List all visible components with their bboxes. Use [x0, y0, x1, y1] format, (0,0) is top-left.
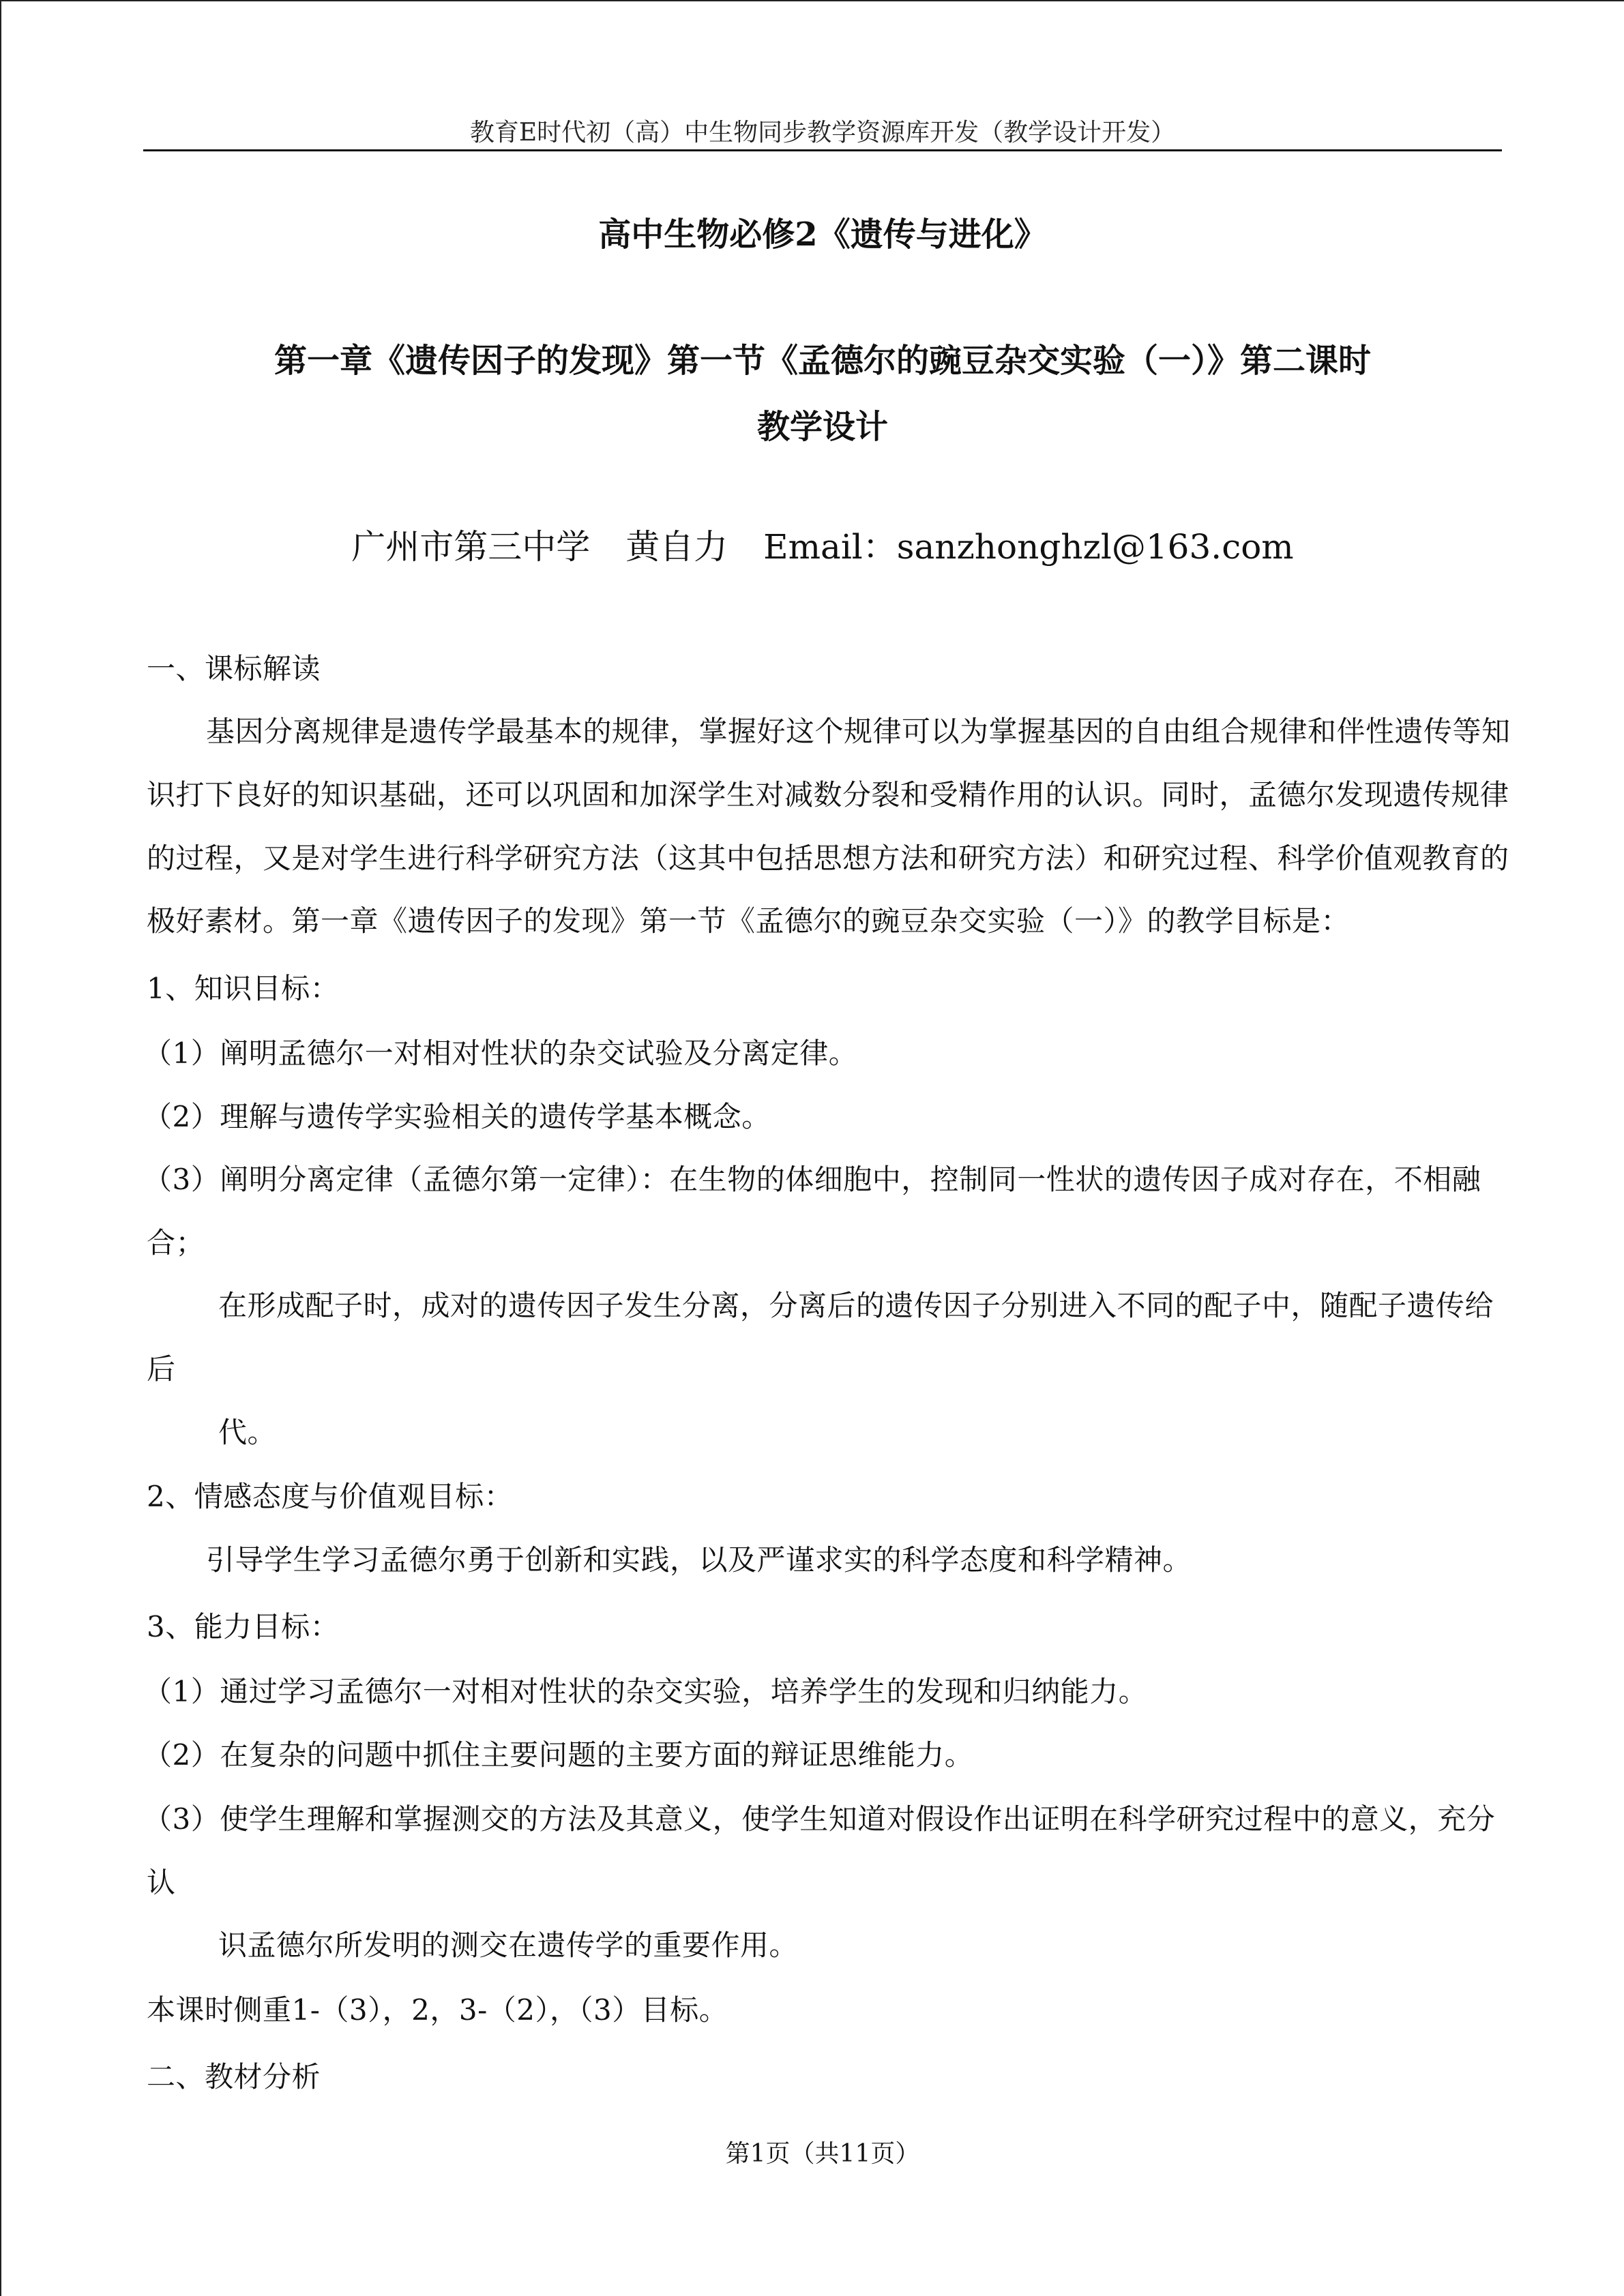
list-item-continuation: 代。 [218, 1416, 277, 1449]
list-item-continuation: 在形成配子时，成对的遗传因子发生分离，分离后的遗传因子分别进入不同的配子中，随配子遗传给 [218, 1289, 1494, 1322]
author-line [143, 520, 1502, 569]
list-item: （2）理解与遗传学实验相关的遗传学基本概念。 [143, 1100, 771, 1133]
document-title: 高中生物必修2《遗传与进化》 [598, 215, 1047, 254]
list-item-continuation: 后 [147, 1352, 176, 1386]
running-header: 教育E时代初（高）中生物同步教学资源库开发（教学设计开发） [469, 119, 1176, 147]
list-item: （2）在复杂的问题中抓住主要问题的主要方面的辩证思维能力。 [143, 1738, 974, 1772]
paragraph-line: 识打下良好的知识基础，还可以巩固和加深学生对减数分裂和受精作用的认识。同时，孟德尔发现遗传规律 [147, 778, 1509, 811]
paragraph-line: 本课时侧重1-（3），2，3-（2），（3）目标。 [147, 1993, 728, 2027]
paragraph-line: 极好素材。第一章《遗传因子的发现》第一节《孟德尔的豌豆杂交实验（一）》的教学目标是： [147, 904, 1350, 938]
subsection-heading: 2、情感态度与价值观目标： [147, 1480, 514, 1513]
list-item-continuation: 认 [147, 1866, 176, 1899]
paragraph-line: 的过程，又是对学生进行科学研究方法（这其中包括思想方法和研究方法）和研究过程、科学价值观教育的 [147, 841, 1509, 875]
list-item-continuation: 合； [147, 1226, 205, 1259]
list-item: （1）阐明孟德尔一对相对性状的杂交试验及分离定律。 [143, 1037, 858, 1070]
page-number: 第1页（共11页） [725, 2140, 920, 2168]
section-heading: 一、课标解读 [147, 652, 321, 685]
subsection-heading: 1、知识目标： [147, 972, 340, 1005]
list-item-continuation: 识孟德尔所发明的测交在遗传学的重要作用。 [218, 1928, 799, 1962]
header-rule [143, 149, 1502, 151]
section-heading: 二、教材分析 [147, 2060, 321, 2093]
list-item: （1）通过学习孟德尔一对相对性状的杂交实验，培养学生的发现和归纳能力。 [143, 1675, 1148, 1708]
author-name: 黄自力 [625, 527, 728, 567]
chapter-title: 第一章《遗传因子的发现》第一节《孟德尔的豌豆杂交实验（一）》第二课时 [274, 342, 1371, 380]
paragraph-line: 基因分离规律是遗传学最基本的规律，掌握好这个规律可以为掌握基因的自由组合规律和伴性遗传等知 [206, 715, 1511, 748]
author-school: 广州市第三中学 [351, 527, 591, 567]
author-email: Email：sanzhonghzl@163.com [763, 527, 1294, 567]
list-item: （3）阐明分离定律（孟德尔第一定律）：在生物的体细胞中，控制同一性状的遗传因子成对存在，不相融 [143, 1163, 1481, 1196]
list-item: （3）使学生理解和掌握测交的方法及其意义，使学生知道对假设作出证明在科学研究过程中的意义，充分 [143, 1802, 1496, 1836]
paragraph-line: 引导学生学习孟德尔勇于创新和实践，以及严谨求实的科学态度和科学精神。 [206, 1543, 1192, 1577]
design-title: 教学设计 [756, 408, 888, 446]
subsection-heading: 3、能力目标： [147, 1610, 340, 1643]
